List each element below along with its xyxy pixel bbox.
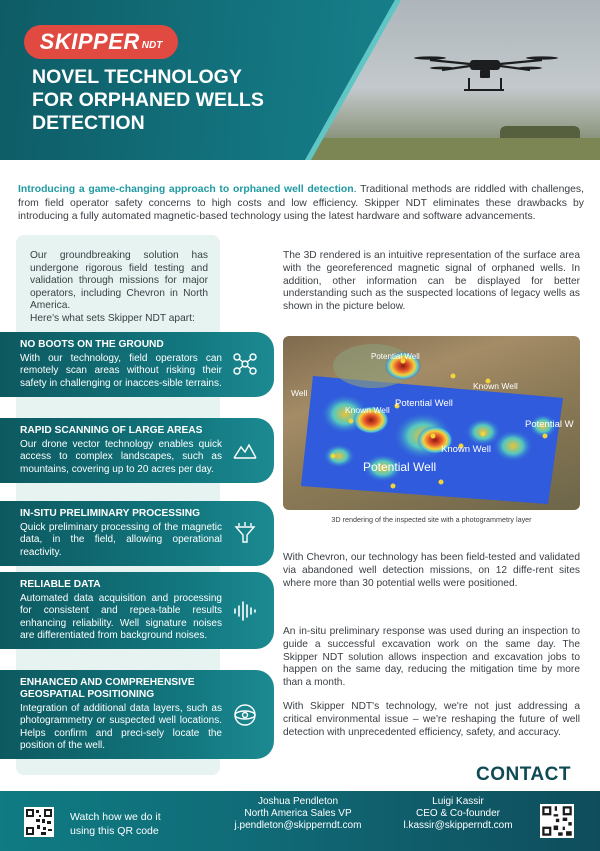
contact-heading: CONTACT [476, 764, 571, 785]
title-line-1: NOVEL TECHNOLOGY [32, 66, 242, 88]
contact-role: CEO & Co-founder [416, 808, 500, 820]
signal-wave-icon [232, 598, 258, 624]
location-icon [232, 702, 258, 728]
label-well-left: Well [291, 388, 308, 398]
feature-title: IN-SITU PRELIMINARY PROCESSING [20, 508, 200, 519]
contact-joshua [222, 796, 374, 833]
label-potential-well-big: Potential Well [363, 460, 437, 474]
feature-no-boots [0, 332, 274, 397]
title-line-2: FOR ORPHANED WELLS [32, 89, 264, 111]
feature-rapid-scanning [0, 418, 274, 483]
feature-desc: With our technology, field operators can remotely scan areas without risking their safety in challenging or inacces-sible terrains. [20, 353, 222, 389]
magnetic-heatmap [283, 336, 580, 510]
left-intro-text: Our groundbreaking solution has undergone rigorous field testing and validation through missions for major operators, including Chevron in North America. [30, 250, 208, 312]
drone-icon [232, 351, 258, 377]
feature-title: RELIABLE DATA [20, 579, 101, 590]
left-intro [30, 250, 208, 326]
qr-caption: Watch how we do it using this QR code [70, 811, 161, 837]
intro-paragraph [18, 183, 584, 224]
field-stripe [280, 138, 600, 160]
label-potential-well-right: Potential W [525, 419, 574, 430]
in-situ-paragraph: An in-situ preliminary response was used during an inspection to guide a successful excavation work on the same day. The Skipper NDT solution allows inspection and excavation jobs to happen on the same day, reducing the mitigation time by more than a month. [283, 626, 580, 689]
label-top-potential-well: Potential Well [371, 352, 420, 361]
label-known-well-1: Known Well [345, 405, 390, 415]
feature-title: NO BOOTS ON THE GROUND [20, 339, 164, 350]
chevron-paragraph: With Chevron, our technology has been field-tested and validated via abandoned well detection missions, on 12 diffe-rent sites where more than 30 potential wells were positioned. [283, 552, 580, 589]
contact-luigi [392, 796, 524, 833]
feature-desc: Automated data acquisition and processing for consistent and repea-table results enhancing reliability. Well signature noises are differentiated from background noises. [20, 593, 222, 641]
skipper-ndt-logo [24, 25, 178, 59]
mountain-icon [232, 437, 258, 463]
feature-geospatial-positioning [0, 670, 274, 759]
qr-code-video[interactable] [24, 807, 54, 837]
feature-reliable-data [0, 572, 274, 649]
feature-in-situ-processing [0, 501, 274, 566]
intro-highlight: Introducing a game-changing approach to orphaned well detection [18, 184, 354, 195]
feature-desc: Our drone vector technology enables quick access to complex landscapes, such as mountains, covering up to 20 acres per day. [20, 439, 222, 475]
left-apart-text: Here's what sets Skipper NDT apart: [30, 312, 195, 324]
contact-email[interactable]: j.pendleton@skipperndt.com [234, 820, 362, 832]
title-line-3: DETECTION [32, 112, 145, 134]
feature-title: RAPID SCANNING OF LARGE AREAS [20, 425, 203, 436]
contact-name: Joshua Pendleton [257, 796, 339, 807]
feature-desc: Integration of additional data layers, such as photogrammetry or suspected well locations. Helps confirm and preci-sely locate the position of the well. [20, 703, 222, 751]
contact-role: North America Sales VP [244, 808, 352, 820]
qr-code-contact[interactable] [540, 804, 574, 838]
page-title [32, 66, 302, 135]
label-known-well-2: Known Well [473, 381, 518, 391]
closing-paragraph: With Skipper NDT's technology, we're not just addressing a critical environmental issue – we're reshaping the future of well detection with unprecedented efficiency, safety, and accuracy. [283, 701, 580, 738]
render-caption: 3D rendering of the inspected site with a photogrammetry layer [331, 515, 532, 524]
feature-title: ENHANCED AND COMPREHENSIVE GEOSPATIAL POSITIONING [20, 677, 195, 700]
contact-name: Luigi Kassir [432, 796, 484, 807]
label-potential-well-mid: Potential Well [395, 398, 453, 409]
intro-body: . Traditional methods are riddled with challenges, from field operator safety concerns to high costs and low efficiency. Skipper NDT eliminates these drawbacks by introducing a fully automated magnetic-based technology using the latest hardware and software advancements. [18, 184, 585, 223]
render-description: The 3D rendered is an intuitive representation of the surface area with the georeferenced magnetic signal of orphaned wells. In addition, other information can be displayed for better understanding such as the suspected locations of legacy wells as shown in the picture below. [283, 250, 580, 313]
logo-main-text: SKIPPER [39, 29, 140, 54]
drone-illustration [410, 38, 560, 98]
processing-icon [232, 520, 258, 546]
contact-email[interactable]: l.kassir@skipperndt.com [403, 820, 513, 832]
3d-rendering-image [283, 336, 580, 510]
logo-sub-text: NDT [141, 39, 163, 51]
label-known-well-3: Known Well [441, 444, 491, 455]
feature-desc: Quick preliminary processing of the magnetic data, in the field, allowing operational reactivity. [20, 522, 222, 558]
